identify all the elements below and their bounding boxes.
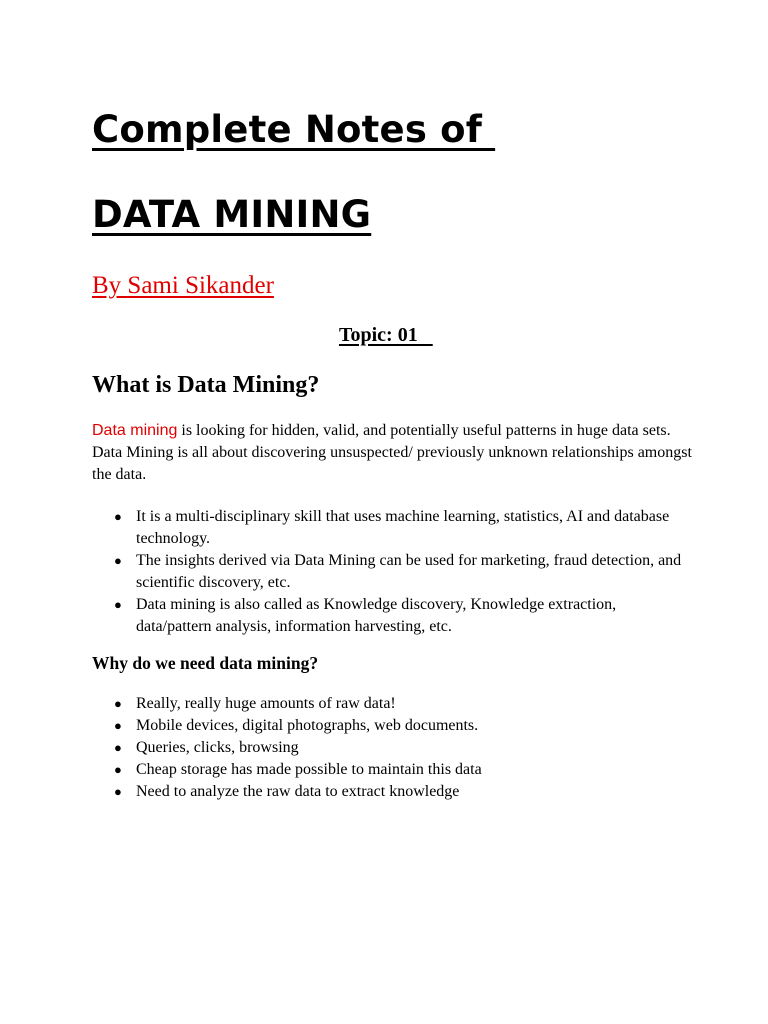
author-line: By Sami Sikander bbox=[92, 272, 274, 299]
bullet-dot-icon: ● bbox=[114, 718, 122, 733]
list-item-text: It is a multi-disciplinary skill that uses machine learning, statistics, AI and database technology. bbox=[136, 508, 670, 547]
bullet-dot-icon: ● bbox=[114, 762, 122, 777]
list-item bbox=[112, 506, 682, 550]
list-item-text: Cheap storage has made possible to maintain this data bbox=[136, 761, 482, 778]
list-item bbox=[112, 693, 682, 715]
list-item bbox=[112, 781, 682, 803]
intro-text: is looking for hidden, valid, and potentially useful patterns in huge data sets. Data Mining is all about discovering unsuspected/ previously unknown relationships amongst the data. bbox=[92, 422, 692, 483]
list-item bbox=[112, 594, 682, 638]
bullet-list-reasons bbox=[112, 693, 682, 803]
title-line-1: Complete Notes of bbox=[92, 108, 496, 151]
list-item-text: Mobile devices, digital photographs, web documents. bbox=[136, 717, 479, 734]
list-item-text: Data mining is also called as Knowledge discovery, Knowledge extraction, data/pattern analysis, information harvesting, etc. bbox=[136, 596, 617, 635]
section-heading-what-is: What is Data Mining? bbox=[92, 372, 320, 398]
bullet-dot-icon: ● bbox=[114, 553, 122, 568]
list-item-text: Queries, clicks, browsing bbox=[136, 739, 299, 756]
bullet-dot-icon: ● bbox=[114, 784, 122, 799]
bullet-dot-icon: ● bbox=[114, 509, 122, 524]
list-item bbox=[112, 737, 682, 759]
bullet-dot-icon: ● bbox=[114, 696, 122, 711]
bullet-list-definition bbox=[112, 506, 682, 638]
topic-label: Topic: 01 bbox=[339, 324, 433, 346]
list-item-text: Need to analyze the raw data to extract knowledge bbox=[136, 783, 460, 800]
list-item bbox=[112, 550, 682, 594]
list-item-text: The insights derived via Data Mining can be used for marketing, fraud detection, and scientific discovery, etc. bbox=[136, 552, 682, 591]
intro-paragraph bbox=[92, 420, 692, 486]
list-item bbox=[112, 759, 682, 781]
list-item bbox=[112, 715, 682, 737]
title-line-2: DATA MINING bbox=[92, 193, 372, 236]
bullet-dot-icon: ● bbox=[114, 740, 122, 755]
section-heading-why-need: Why do we need data mining? bbox=[92, 653, 319, 673]
bullet-dot-icon: ● bbox=[114, 597, 122, 612]
intro-highlight: Data mining bbox=[92, 422, 178, 439]
list-item-text: Really, really huge amounts of raw data! bbox=[136, 695, 396, 712]
